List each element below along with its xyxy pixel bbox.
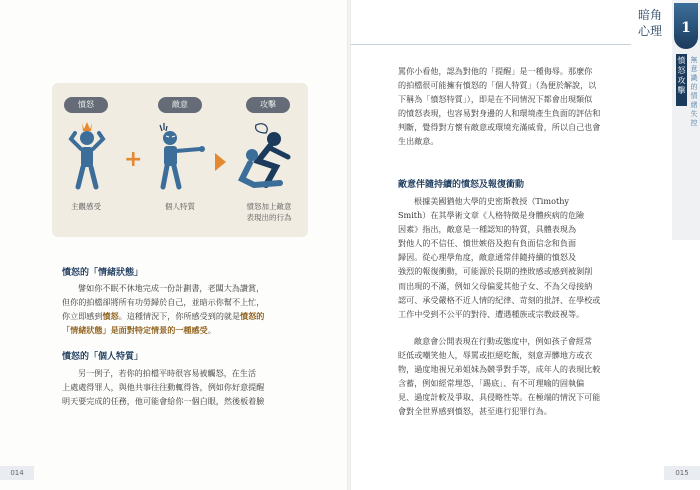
chapter-title-char: 擊 <box>677 86 686 95</box>
paragraph-personal-trait <box>62 366 302 408</box>
text-line: 生出敵意。 <box>398 136 439 147</box>
caption-subjective-feeling: 主觀感受 <box>71 202 101 211</box>
text-line: 歸因。從心理學角度，敵意通常伴隨持續的憤怒及 <box>398 252 577 263</box>
text-line: 物，過度地視兄弟姐妹為競爭對手等，成年人的表現比較 <box>398 364 601 375</box>
label-anger: 憤怒 <box>64 97 108 113</box>
text-line <box>62 309 302 323</box>
anger-diagram <box>52 83 308 237</box>
text-line: 另一例子，若你的拍檔平時很容易被觸怒，在生活 <box>78 368 257 378</box>
hostile-person-icon <box>152 121 208 191</box>
text-line: 根據美國猶他大學的史密斯教授（Timothy <box>414 196 569 206</box>
caption-anger-plus-hostility: 憤怒加上敵意 <box>246 202 292 211</box>
text-line: 對他人的不信任、憤世嫉俗及抱有負面信念和負面 <box>398 238 577 249</box>
text-line: 強烈的報復衝動，可能源於長期的挫敗感或感到被剝削 <box>398 266 593 277</box>
text-line: 會對全世界感到憤怒，甚至進行犯罪行為。 <box>398 406 552 417</box>
chapter-subtitle-char: 識 <box>690 74 698 82</box>
text-line: 罵你小看他，認為對他的「提醒」是一種侮辱。那麼你 <box>398 66 593 76</box>
label-hostility: 敵意 <box>158 97 202 113</box>
caption-resulting-behavior: 表現出的行為 <box>246 213 292 222</box>
chapter-title-char: 攻 <box>677 76 686 85</box>
text-line: Smith）在其學術文章《人格特徵是身體疾病的危險 <box>398 210 585 221</box>
text-line: 敵意會公開表現在行動或態度中，例如孩子會經常 <box>414 336 593 346</box>
chapter-subtitle-char: 緒 <box>690 101 698 109</box>
paragraph-hostility <box>398 194 634 321</box>
text-line: 上處處得罪人，與他共事往往動輒得咎，例如你好意提醒 <box>62 382 265 393</box>
chapter-subtitle-char: 情 <box>690 92 698 100</box>
book-title-line1: 暗角 <box>638 8 663 22</box>
chapter-subtitle-char: 意 <box>690 65 698 73</box>
chapter-title-char: 憤 <box>677 56 686 65</box>
arrow-right-icon <box>215 153 226 171</box>
fighting-people-icon <box>236 121 302 191</box>
text-run: 。這種情況下，你所感受到的就是 <box>118 311 241 322</box>
text-line <box>62 323 302 337</box>
chapter-subtitle <box>689 56 699 128</box>
text-line: 含蓄，例如經常埋怨、「踢底」、有不可理喻的固執偏 <box>398 378 585 389</box>
book-title-line2: 心理 <box>638 24 663 38</box>
book-spine <box>347 0 351 490</box>
page-number-right: 015 <box>664 466 700 480</box>
text-line: 但你的拍檔卻將所有功勞歸於自己，並暗示你幫不上忙， <box>62 297 265 308</box>
chapter-subtitle-char: 控 <box>690 119 698 127</box>
chapter-subtitle-char: 失 <box>690 110 698 118</box>
text-line: 判斷，覺得對方懷有敵意或環境充滿威脅，所以自己也會 <box>398 122 601 133</box>
text-line: 見、過度計較及爭取、具侵略性等。在極端的情況下可能 <box>398 392 601 403</box>
plus-icon: + <box>124 147 143 172</box>
section-heading-emotional-state: 憤怒的「情緒狀態」 <box>62 268 144 278</box>
text-line: 的憤怒表現，也容易對身邊的人和環境產生負面的評估和 <box>398 108 601 119</box>
label-attack: 攻擊 <box>246 97 290 113</box>
text-line: 的拍檔很可能擁有憤怒的「個人特質」（為便於解說，以 <box>398 80 597 91</box>
paragraph-hostility-expression <box>398 334 634 419</box>
chapter-number: 1 <box>681 20 691 36</box>
chapter-title-char: 怒 <box>677 66 686 75</box>
text-line: 下稱為「憤怒特質」），即是在不同情況下都會出現類似 <box>398 94 593 105</box>
paragraph-continuation <box>398 64 634 149</box>
highlight-definition: 「情緒狀態」是面對特定情景的一種感受 <box>62 325 208 336</box>
text-line: 眨低或嘲笑他人，辱罵或拒絕吃飯，刻意弄髒地方或衣 <box>398 350 593 361</box>
section-heading-hostility: 敵意伴隨持續的憤怒及報復衝動 <box>398 180 525 190</box>
angry-person-icon <box>64 121 110 191</box>
section-heading-personal-trait: 憤怒的「個人特質」 <box>62 352 144 362</box>
text-line: 明天要完成的任務，他可能會給你一個白眼，然後板着臉 <box>62 396 265 407</box>
text-line: 而出現的不滿，例如父母偏愛其他子女、不為父母接納 <box>398 280 593 291</box>
text-line: 認可、承受嚴格不近人情的紀律、苛刻的批評、在學校或 <box>398 294 601 305</box>
text-line: 譬如你不眠不休地完成一份計劃書，老闆大為讚賞， <box>78 283 265 293</box>
chapter-subtitle-char: 無 <box>690 56 698 64</box>
highlight-anger: 憤怒 <box>102 311 119 322</box>
text-line: 工作中受到不公平的對待、遭遇種族或宗教歧視等。 <box>398 308 585 319</box>
highlight-anger-phrase: 憤怒的 <box>240 311 265 322</box>
header-rule <box>351 44 631 45</box>
text-line: 因素》指出，敵意是一種認知的特質，具體表現為 <box>398 224 577 235</box>
book-title <box>638 7 668 39</box>
text-run: 你立即感到 <box>62 311 103 322</box>
page-number-left: 014 <box>0 466 34 480</box>
paragraph-emotional-state <box>62 281 302 337</box>
chapter-title <box>676 54 687 106</box>
chapter-subtitle-char: 的 <box>690 83 698 91</box>
caption-personal-trait: 個人特質 <box>165 202 195 211</box>
left-page <box>0 0 348 490</box>
text-run: 。 <box>207 325 216 336</box>
